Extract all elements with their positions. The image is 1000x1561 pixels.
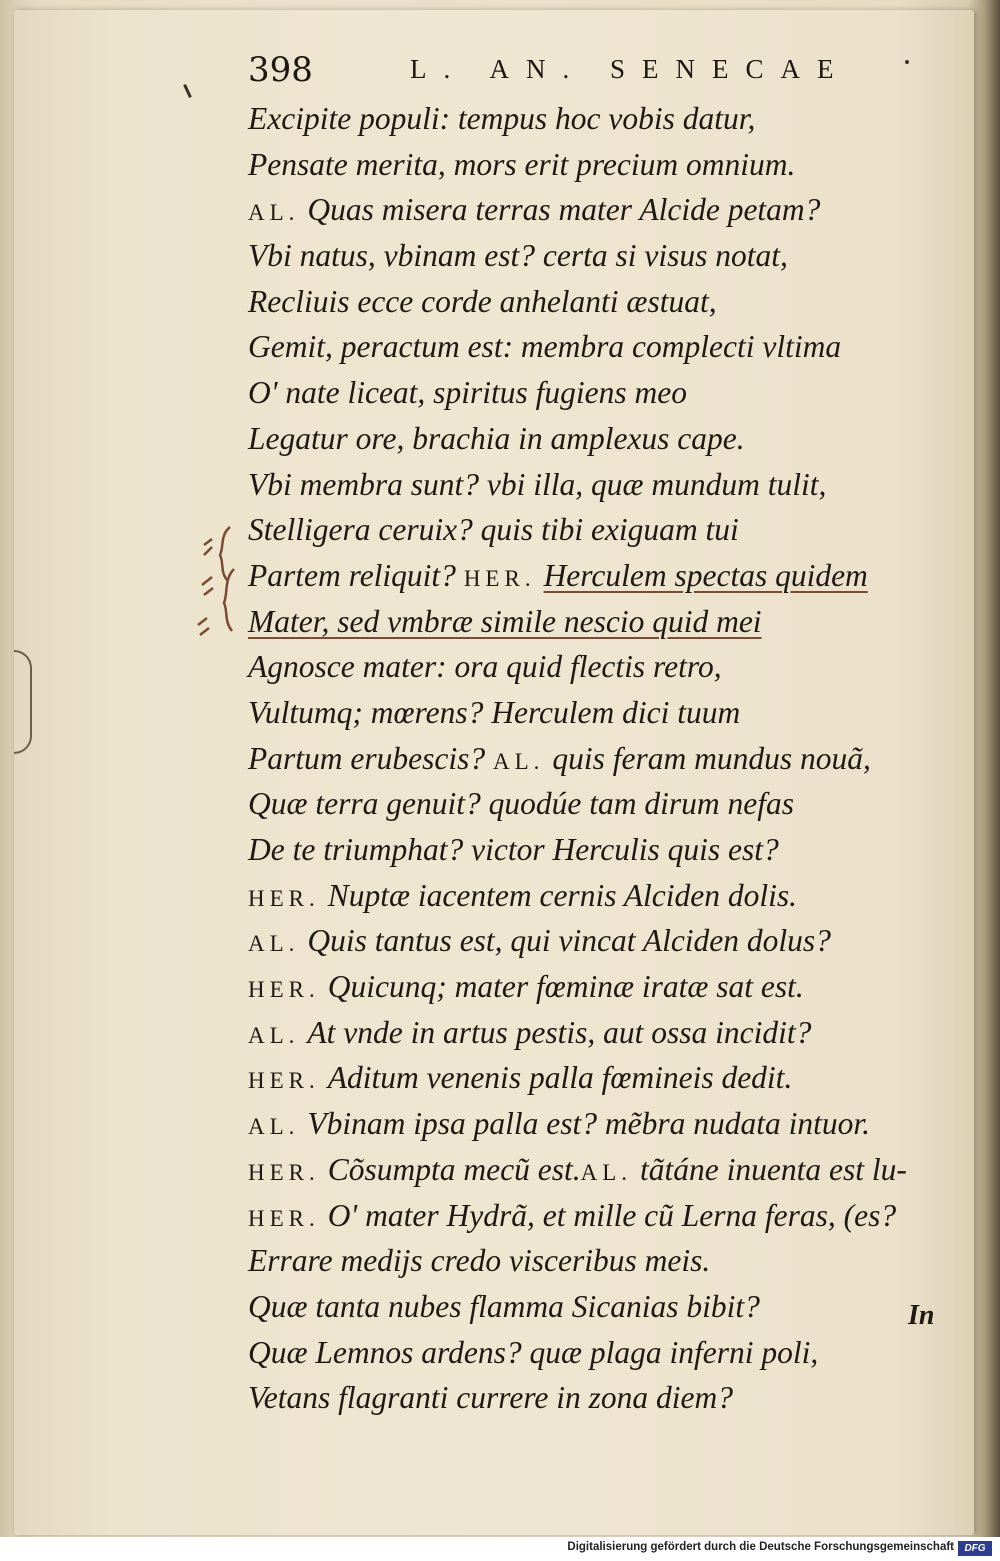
speaker-label: HER. bbox=[248, 885, 320, 911]
verse-line bbox=[248, 1010, 968, 1056]
verse-content: Pensate merita, mors erit precium omnium. bbox=[248, 146, 796, 182]
speaker-label: AL. bbox=[580, 1159, 633, 1185]
digitization-footer bbox=[0, 1537, 1000, 1561]
verse-line bbox=[248, 416, 968, 462]
verse-line-annotated bbox=[248, 599, 968, 645]
verse-line bbox=[248, 233, 968, 279]
page-number: 398 bbox=[248, 50, 313, 90]
verse-content: Vbi membra sunt? vbi illa, quæ mundum tulit, bbox=[248, 466, 827, 502]
verse-content: Vetans flagranti currere in zona diem? bbox=[248, 1380, 734, 1416]
verse-line bbox=[248, 781, 968, 827]
verse-content: Legatur ore, brachia in amplexus cape. bbox=[248, 420, 745, 456]
verse-line-annotated bbox=[248, 553, 968, 599]
verse-content: Vultumq; mœrens? Herculem dici tuum bbox=[248, 694, 741, 730]
verse-content: Recliuis ecce corde anhelanti æstuat, bbox=[248, 283, 717, 319]
verse-line bbox=[248, 964, 968, 1010]
speaker-label: AL. bbox=[248, 931, 300, 957]
verse-content: O' nate liceat, spiritus fugiens meo bbox=[248, 375, 687, 411]
verse-line bbox=[248, 1284, 968, 1330]
verse-line bbox=[248, 187, 968, 233]
verse-content: Vbinam ipsa palla est? mẽbra nudata intuor. bbox=[307, 1106, 871, 1142]
verse-line bbox=[248, 1055, 968, 1101]
verse-content: Partem reliquit? bbox=[248, 557, 456, 593]
verse-line bbox=[248, 279, 968, 325]
dfg-logo: DFG bbox=[958, 1541, 992, 1556]
verse-line bbox=[248, 1375, 968, 1421]
verse-content: Gemit, peractum est: membra complecti vltima bbox=[248, 329, 842, 365]
verse-line bbox=[248, 873, 968, 919]
verse-line bbox=[248, 462, 968, 508]
speaker-label: AL. bbox=[492, 748, 545, 774]
verse-content: Partum erubescis? bbox=[248, 740, 486, 776]
verse-line bbox=[248, 1330, 968, 1376]
speaker-label: AL. bbox=[248, 1114, 300, 1140]
verse-content: Nuptæ iacentem cernis Alciden dolis. bbox=[327, 877, 797, 913]
verse-content: Errare medijs credo visceribus meis. bbox=[248, 1243, 711, 1279]
verse-line bbox=[248, 324, 968, 370]
verse-line bbox=[248, 96, 968, 142]
underlined-verse: Herculem spectas quidem bbox=[543, 557, 868, 593]
verse-line bbox=[248, 370, 968, 416]
verse-content: Agnosce mater: ora quid flectis retro, bbox=[248, 649, 722, 685]
verse-text bbox=[248, 96, 968, 1421]
verse-line bbox=[248, 1147, 968, 1193]
verse-content: Quæ terra genuit? quodúe tam dirum nefas bbox=[248, 786, 794, 822]
running-head: L. AN. SENECAE bbox=[410, 54, 851, 84]
verse-content: Cõsumpta mecũ est. bbox=[327, 1151, 581, 1187]
verse-content: tãtáne inuenta est lu- bbox=[640, 1151, 907, 1187]
speaker-label: HER. bbox=[248, 977, 320, 1003]
page-tab-mark bbox=[14, 650, 32, 754]
speaker-label: AL. bbox=[248, 1022, 300, 1048]
verse-content: Aditum venenis palla fœmineis dedit. bbox=[327, 1060, 793, 1096]
verse-line bbox=[248, 690, 968, 736]
verse-line bbox=[248, 507, 968, 553]
verse-content: Quicunq; mater fœminæ iratæ sat est. bbox=[327, 969, 804, 1005]
verse-line bbox=[248, 918, 968, 964]
catchword: In bbox=[908, 1300, 935, 1331]
verse-content: O' mater Hydrã, et mille cũ Lerna feras, (es? bbox=[327, 1197, 897, 1233]
verse-content: De te triumphat? victor Herculis quis est? bbox=[248, 832, 779, 867]
verse-line bbox=[248, 1238, 968, 1284]
verse-line bbox=[248, 1101, 968, 1147]
verse-content: At vnde in artus pestis, aut ossa incidit? bbox=[307, 1014, 812, 1050]
verse-content: Stelligera ceruix? quis tibi exiguam tui bbox=[248, 512, 739, 548]
handwritten-brackets bbox=[190, 525, 250, 645]
verse-content: Quæ tanta nubes flamma Sicanias bibit? bbox=[248, 1288, 760, 1324]
page-header bbox=[248, 50, 948, 94]
verse-content: Quas misera terras mater Alcide petam? bbox=[307, 192, 821, 228]
underlined-verse: Mater, sed vmbræ simile nescio quid mei bbox=[248, 603, 762, 639]
verse-content: Quæ Lemnos ardens? quæ plaga inferni poli, bbox=[248, 1334, 819, 1370]
speaker-label: HER. bbox=[463, 565, 536, 591]
verse-line-annotated bbox=[248, 644, 968, 690]
speaker-label: HER. bbox=[248, 1205, 320, 1231]
speaker-label: HER. bbox=[248, 1068, 320, 1094]
footer-credit: Digitalisierung gefördert durch die Deutsche Forschungsgemeinschaft bbox=[567, 1541, 954, 1553]
verse-content: Excipite populi: tempus hoc vobis datur, bbox=[248, 101, 756, 136]
verse-line bbox=[248, 827, 968, 873]
verse-content: Vbi natus, vbinam est? certa si visus notat, bbox=[248, 238, 788, 274]
verse-line bbox=[248, 736, 968, 782]
verse-line bbox=[248, 142, 968, 188]
speaker-label: AL. bbox=[248, 200, 300, 226]
verse-content: quis feram mundus nouã, bbox=[552, 740, 871, 776]
verse-content: Quis tantus est, qui vincat Alciden dolus? bbox=[307, 923, 831, 959]
speaker-label: HER. bbox=[248, 1159, 320, 1185]
verse-line bbox=[248, 1193, 968, 1239]
